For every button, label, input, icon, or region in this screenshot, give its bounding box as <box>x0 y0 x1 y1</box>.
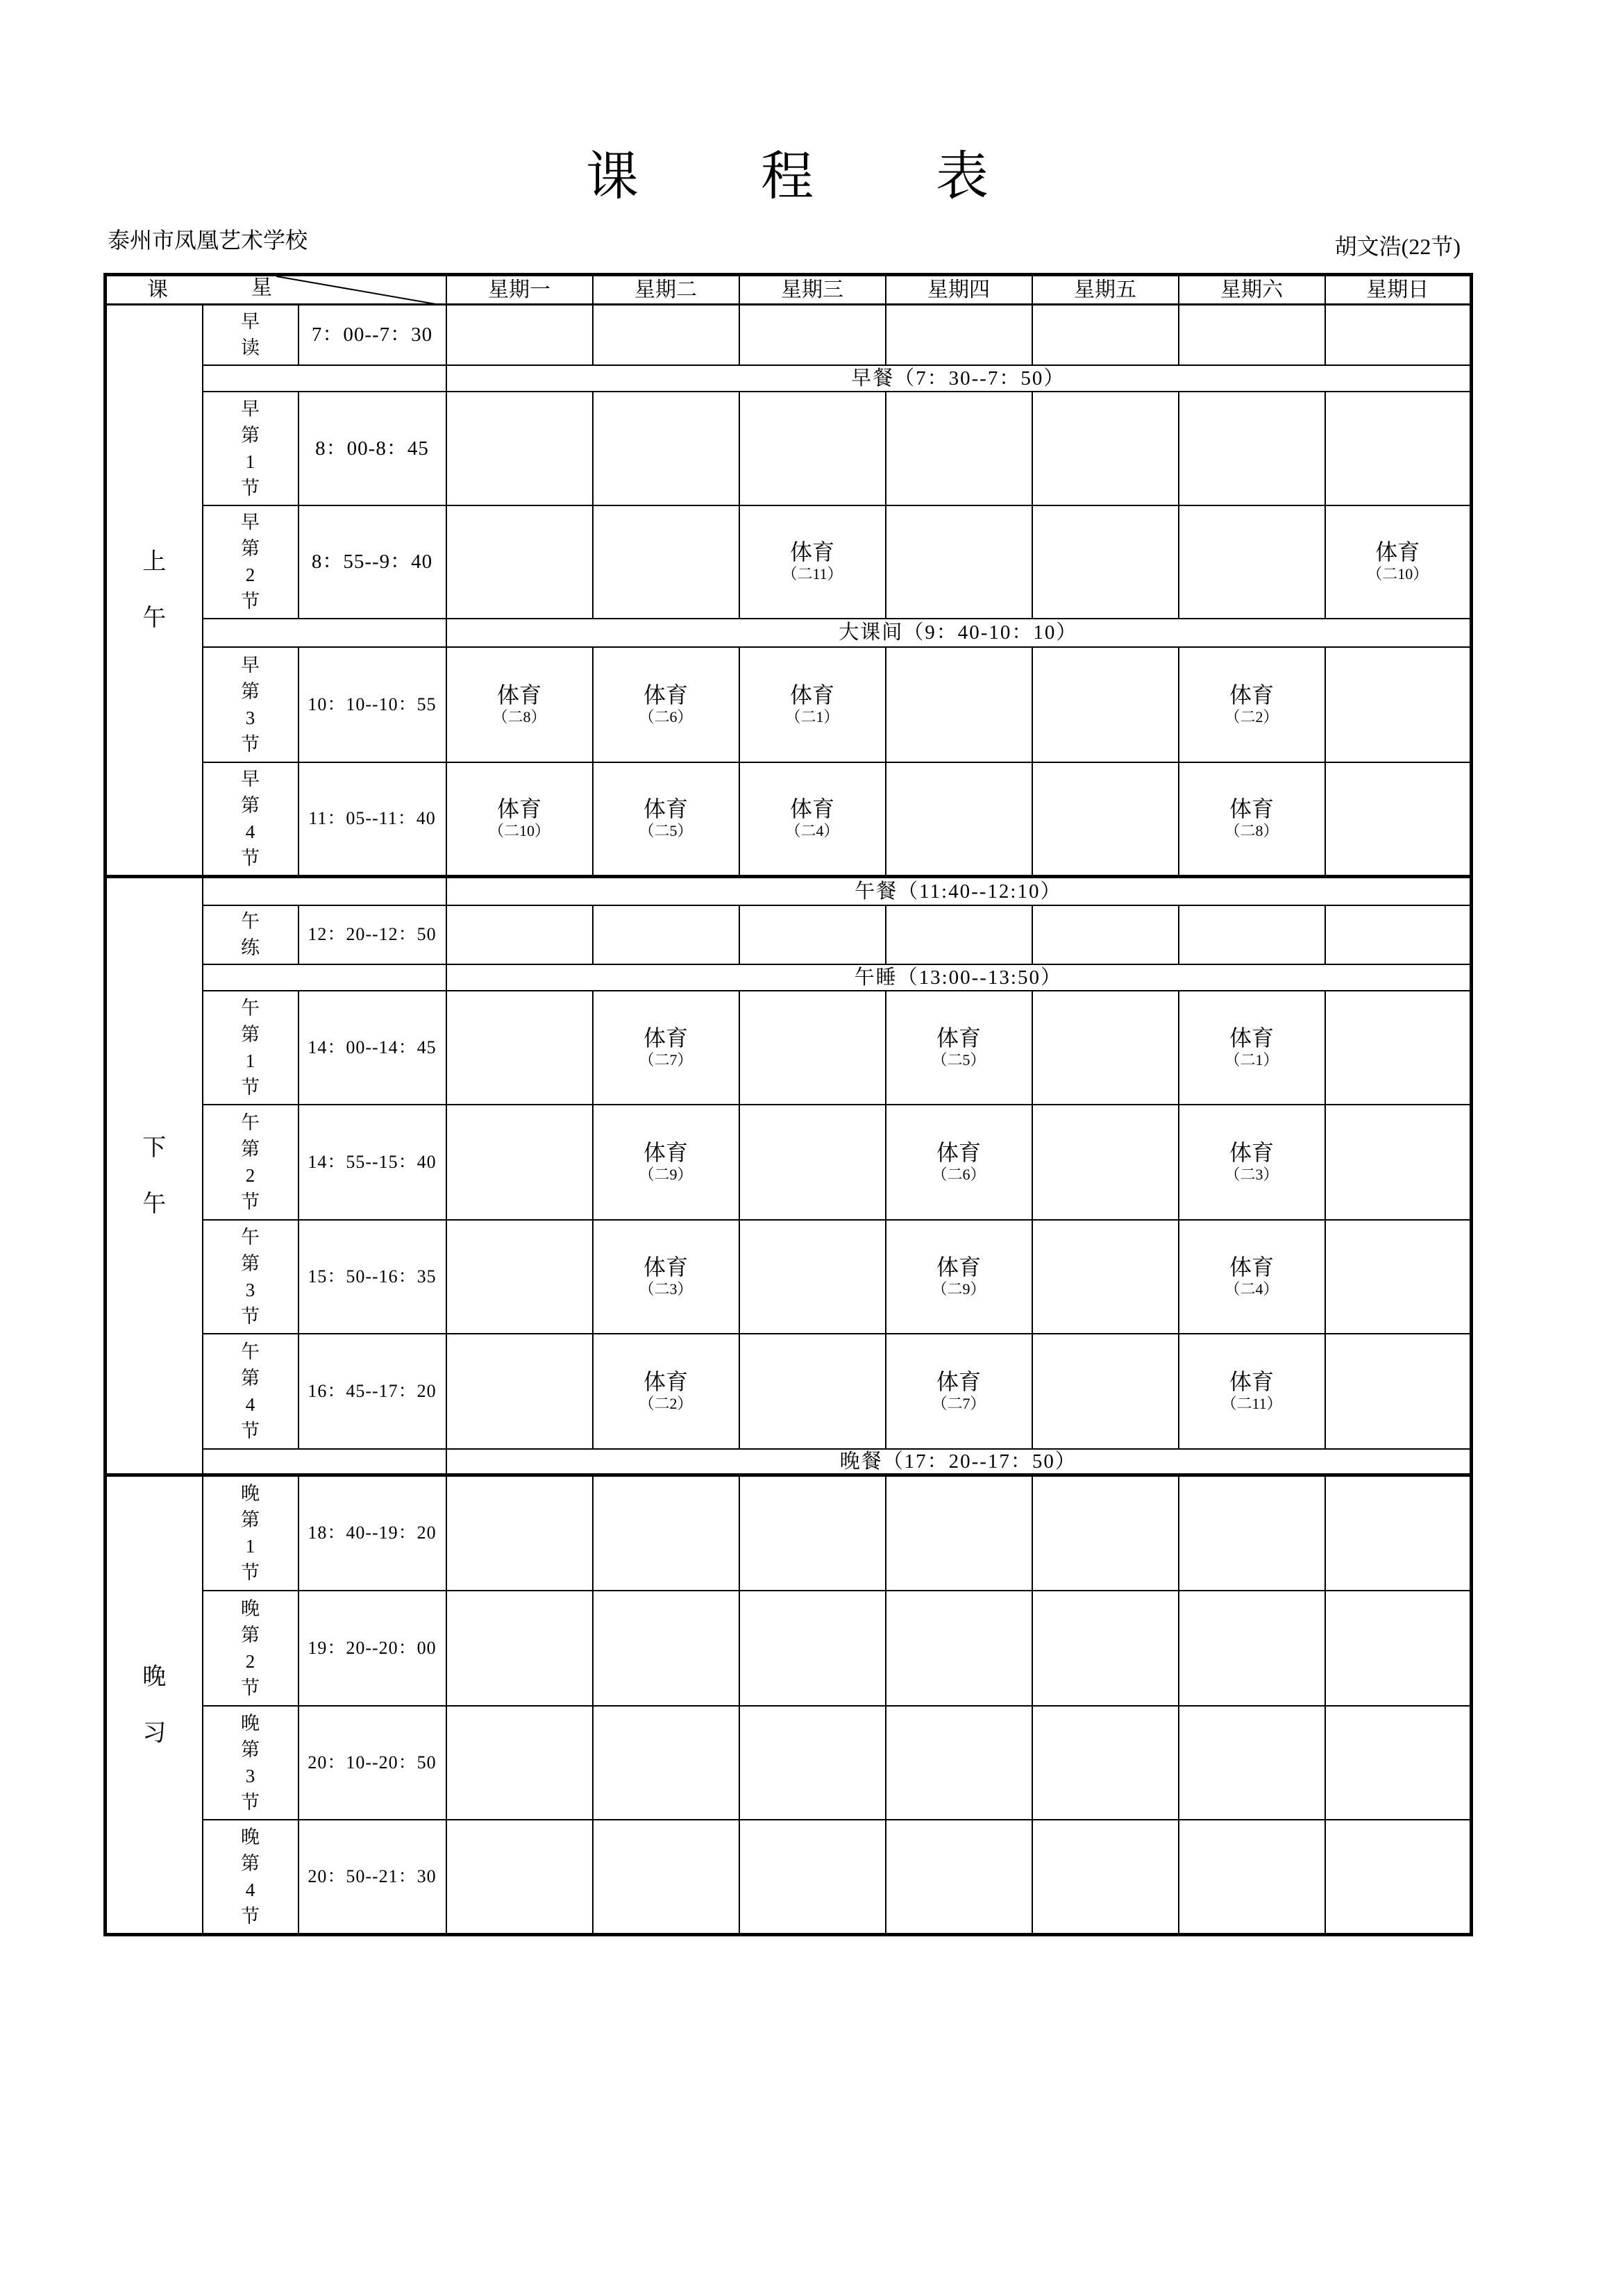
schedule-cell <box>446 1105 593 1220</box>
schedule-cell <box>1032 505 1179 619</box>
period-row <box>106 1591 1472 1706</box>
lesson-subject: 体育 <box>790 539 835 564</box>
lesson-class: （二11） <box>782 565 843 583</box>
period-name-char: 2 <box>245 1164 255 1186</box>
lesson-class: （二4） <box>785 822 839 840</box>
schedule-cell <box>446 905 593 964</box>
lesson-subject: 体育 <box>1229 796 1275 822</box>
schedule-cell <box>1032 991 1179 1105</box>
period-name-cell <box>203 1475 298 1591</box>
schedule-cell <box>446 1706 593 1820</box>
period-name-char: 晚 <box>241 1483 260 1505</box>
period-time-cell: 11：05--11：40 <box>298 762 446 877</box>
schedule-cell <box>1179 905 1325 964</box>
schedule-cell <box>1032 1220 1179 1334</box>
period-time-cell: 10：10--10：55 <box>298 647 446 762</box>
schedule-cell <box>593 1706 739 1820</box>
lesson-cell <box>1179 1105 1325 1220</box>
period-row <box>106 762 1472 877</box>
lesson-class: （二3） <box>1225 1165 1279 1183</box>
period-name-char: 第 <box>241 1138 260 1159</box>
period-time-cell: 15：50--16：35 <box>298 1220 446 1334</box>
break-label: 午睡（13:00--13:50） <box>446 964 1472 991</box>
lesson-cell <box>886 1220 1032 1334</box>
lesson-subject: 体育 <box>790 796 835 822</box>
lesson-subject: 体育 <box>1229 1368 1275 1394</box>
lesson-subject: 体育 <box>1229 1254 1275 1280</box>
break-label: 大课间（9：40-10：10） <box>446 619 1472 647</box>
day-header-saturday: 星期六 <box>1179 275 1325 305</box>
period-row <box>106 991 1472 1105</box>
schedule-cell <box>593 1591 739 1706</box>
lesson-class: （二2） <box>1225 707 1279 726</box>
lesson-class: （二5） <box>932 1050 986 1069</box>
period-name-char: 节 <box>241 1420 260 1441</box>
schedule-cell <box>739 1820 886 1935</box>
schedule-cell <box>886 1706 1032 1820</box>
schedule-cell <box>1325 1105 1472 1220</box>
title-char: 程 <box>761 148 814 206</box>
period-name-char: 练 <box>241 937 260 958</box>
lesson-subject: 体育 <box>1375 539 1420 564</box>
period-row <box>106 905 1472 964</box>
day-header-tuesday: 星期二 <box>593 275 739 305</box>
period-name-char: 第 <box>241 1852 260 1874</box>
lesson-subject: 体育 <box>936 1368 982 1394</box>
period-name-char: 第 <box>241 795 260 816</box>
period-name-char: 第 <box>241 1624 260 1645</box>
lesson-cell <box>886 991 1032 1105</box>
header-row <box>106 275 1472 305</box>
schedule-cell <box>886 905 1032 964</box>
lesson-class: （二8） <box>492 707 546 726</box>
lesson-cell <box>1179 1220 1325 1334</box>
schedule-cell <box>739 905 886 964</box>
title-char: 表 <box>936 148 989 206</box>
schedule-cell <box>1179 1475 1325 1591</box>
lesson-class: （二11） <box>1221 1394 1282 1412</box>
period-name-cell <box>203 905 298 964</box>
period-name-char: 节 <box>241 1305 260 1327</box>
schedule-cell <box>446 1820 593 1935</box>
period-time-cell: 20：50--21：30 <box>298 1820 446 1935</box>
lesson-cell <box>1179 1334 1325 1449</box>
period-name-char: 1 <box>245 1050 255 1071</box>
lesson-subject: 体育 <box>644 1254 689 1280</box>
schedule-cell <box>739 392 886 505</box>
lesson-cell <box>739 505 886 619</box>
lesson-cell <box>1325 505 1472 619</box>
period-name-char: 第 <box>241 424 260 446</box>
period-name-char: 早 <box>241 769 260 790</box>
school-name: 泰州市凤凰艺术学校 <box>108 228 308 253</box>
period-time-cell: 16：45--17：20 <box>298 1334 446 1449</box>
schedule-cell <box>886 647 1032 762</box>
schedule-cell <box>446 505 593 619</box>
lesson-cell <box>886 1334 1032 1449</box>
schedule-cell <box>1179 392 1325 505</box>
lesson-subject: 体育 <box>644 682 689 707</box>
lesson-cell <box>593 1334 739 1449</box>
schedule-cell <box>446 1220 593 1334</box>
period-name-char: 午 <box>241 1112 260 1133</box>
lesson-cell <box>886 1105 1032 1220</box>
lesson-class: （二1） <box>1225 1050 1279 1069</box>
schedule-cell <box>1325 1706 1472 1820</box>
schedule-cell <box>886 1475 1032 1591</box>
lesson-class: （二2） <box>639 1394 693 1412</box>
period-name-char: 早 <box>241 398 260 419</box>
period-name-char: 第 <box>241 1509 260 1531</box>
schedule-cell <box>739 305 886 365</box>
period-row <box>106 1820 1472 1935</box>
period-name-char: 午 <box>241 997 260 1019</box>
lesson-subject: 体育 <box>644 1368 689 1394</box>
schedule-cell <box>1325 1220 1472 1334</box>
schedule-cell <box>1325 1820 1472 1935</box>
section-label-char: 习 <box>142 1720 167 1746</box>
break-spacer-cell <box>203 365 446 392</box>
period-name-char: 晚 <box>241 1712 260 1734</box>
section-label-char: 午 <box>142 605 167 631</box>
schedule-cell <box>739 1475 886 1591</box>
day-header-thursday: 星期四 <box>886 275 1032 305</box>
period-name-char: 2 <box>245 1650 255 1672</box>
period-name-char: 2 <box>245 564 255 585</box>
period-name-char: 3 <box>245 707 255 728</box>
lesson-class: （二3） <box>639 1280 693 1298</box>
break-row-nap <box>106 964 1472 991</box>
break-spacer-cell <box>203 619 446 647</box>
period-row <box>106 1105 1472 1220</box>
lesson-class: （二8） <box>1225 822 1279 840</box>
lesson-cell <box>593 1105 739 1220</box>
lesson-cell <box>1179 762 1325 877</box>
period-name-cell <box>203 991 298 1105</box>
schedule-cell <box>1032 647 1179 762</box>
teacher-label: 胡文浩(22节) <box>1334 234 1461 259</box>
period-name-cell <box>203 1591 298 1706</box>
schedule-cell <box>1179 1706 1325 1820</box>
break-row-lunch <box>106 877 1472 905</box>
corner-header-cell <box>106 275 446 305</box>
period-name-cell <box>203 505 298 619</box>
schedule-cell <box>886 1591 1032 1706</box>
period-name-char: 第 <box>241 1252 260 1274</box>
schedule-cell <box>446 305 593 365</box>
lesson-class: （二6） <box>639 707 693 726</box>
day-header-monday: 星期一 <box>446 275 593 305</box>
section-label-char: 午 <box>142 1191 167 1217</box>
lesson-subject: 体育 <box>1229 1025 1275 1050</box>
schedule-cell <box>1325 762 1472 877</box>
lesson-cell <box>593 647 739 762</box>
break-spacer-cell <box>203 877 446 905</box>
schedule-cell <box>593 1820 739 1935</box>
schedule-cell <box>593 905 739 964</box>
section-cell-afternoon <box>106 877 203 1475</box>
period-name-char: 节 <box>241 1791 260 1813</box>
lesson-class: （二6） <box>932 1165 986 1183</box>
period-name-char: 第 <box>241 680 260 702</box>
period-name-char: 1 <box>245 1536 255 1557</box>
period-name-char: 4 <box>245 821 255 843</box>
lesson-class: （二10） <box>489 822 550 840</box>
period-name-char: 节 <box>241 591 260 612</box>
section-label-char: 上 <box>142 549 167 575</box>
lesson-subject: 体育 <box>1229 682 1275 707</box>
schedule-cell <box>1032 1820 1179 1935</box>
schedule-cell <box>739 1706 886 1820</box>
period-name-char: 第 <box>241 1023 260 1045</box>
schedule-cell <box>886 505 1032 619</box>
lesson-cell <box>446 647 593 762</box>
period-name-cell <box>203 1105 298 1220</box>
break-label: 早餐（7：30--7：50） <box>446 365 1472 392</box>
lesson-class: （二1） <box>785 707 839 726</box>
period-time-cell: 8：00-8：45 <box>298 392 446 505</box>
lesson-cell <box>739 647 886 762</box>
break-spacer-cell <box>203 964 446 991</box>
period-name-char: 3 <box>245 1279 255 1300</box>
period-row <box>106 1706 1472 1820</box>
lesson-cell <box>593 762 739 877</box>
lesson-subject: 体育 <box>497 796 542 822</box>
schedule-cell <box>446 991 593 1105</box>
schedule-cell <box>593 392 739 505</box>
period-row <box>106 1475 1472 1591</box>
lesson-class: （二10） <box>1367 565 1429 583</box>
break-label: 晚餐（17：20--17：50） <box>446 1449 1472 1475</box>
period-name-char: 节 <box>241 1677 260 1698</box>
period-time-cell: 19：20--20：00 <box>298 1591 446 1706</box>
period-row <box>106 647 1472 762</box>
period-row <box>106 305 1472 365</box>
period-name-char: 节 <box>241 1191 260 1212</box>
lesson-cell <box>739 762 886 877</box>
schedule-cell <box>1179 305 1325 365</box>
schedule-cell <box>1179 1591 1325 1706</box>
break-label: 午餐（11:40--12:10） <box>446 877 1472 905</box>
schedule-cell <box>1032 392 1179 505</box>
period-name-char: 节 <box>241 477 260 498</box>
period-time-cell: 18：40--19：20 <box>298 1475 446 1591</box>
period-time-cell: 12：20--12：50 <box>298 905 446 964</box>
period-name-cell <box>203 1220 298 1334</box>
period-time-cell: 20：10--20：50 <box>298 1706 446 1820</box>
lesson-cell <box>1179 647 1325 762</box>
corner-week-label: 星 <box>251 276 272 299</box>
schedule-cell <box>1325 991 1472 1105</box>
period-name-char: 午 <box>241 1226 260 1248</box>
period-name-char: 3 <box>245 1765 255 1786</box>
lesson-subject: 体育 <box>497 682 542 707</box>
schedule-cell <box>1032 905 1179 964</box>
lesson-cell <box>593 1220 739 1334</box>
lesson-subject: 体育 <box>790 682 835 707</box>
lesson-cell <box>593 991 739 1105</box>
break-row-recess <box>106 619 1472 647</box>
lesson-class: （二7） <box>932 1394 986 1412</box>
schedule-cell <box>446 392 593 505</box>
schedule-cell <box>1032 305 1179 365</box>
period-row <box>106 505 1472 619</box>
period-name-char: 早 <box>241 654 260 676</box>
title-char: 课 <box>586 148 639 206</box>
section-label-char: 下 <box>142 1134 167 1161</box>
schedule-cell <box>886 762 1032 877</box>
section-cell-morning <box>106 305 203 877</box>
period-name-cell <box>203 392 298 505</box>
schedule-cell <box>1325 1334 1472 1449</box>
schedule-cell <box>886 1820 1032 1935</box>
period-name-char: 晚 <box>241 1826 260 1847</box>
schedule-cell <box>886 305 1032 365</box>
schedule-cell <box>739 991 886 1105</box>
lesson-class: （二5） <box>639 822 693 840</box>
period-name-char: 4 <box>245 1879 255 1900</box>
period-name-char: 第 <box>241 1738 260 1760</box>
lesson-subject: 体育 <box>936 1254 982 1280</box>
period-time-cell: 14：00--14：45 <box>298 991 446 1105</box>
lesson-subject: 体育 <box>1229 1139 1275 1165</box>
break-row-breakfast <box>106 365 1472 392</box>
period-time-cell: 7：00--7：30 <box>298 305 446 365</box>
schedule-cell <box>1325 647 1472 762</box>
day-header-sunday: 星期日 <box>1325 275 1472 305</box>
period-row <box>106 392 1472 505</box>
period-name-char: 1 <box>245 451 255 472</box>
lesson-subject: 体育 <box>644 1025 689 1050</box>
period-name-char: 读 <box>241 337 260 359</box>
section-label-char: 晚 <box>142 1664 167 1690</box>
lesson-class: （二7） <box>639 1050 693 1069</box>
schedule-cell <box>1325 1475 1472 1591</box>
day-header-friday: 星期五 <box>1032 275 1179 305</box>
period-name-char: 午 <box>241 911 260 932</box>
period-name-cell <box>203 1706 298 1820</box>
lesson-subject: 体育 <box>644 1139 689 1165</box>
lesson-cell <box>1179 991 1325 1105</box>
lesson-subject: 体育 <box>936 1025 982 1050</box>
period-name-char: 午 <box>241 1341 260 1362</box>
schedule-cell <box>446 1334 593 1449</box>
period-name-char: 4 <box>245 1393 255 1415</box>
schedule-cell <box>1032 1706 1179 1820</box>
schedule-cell <box>446 1475 593 1591</box>
day-header-wednesday: 星期三 <box>739 275 886 305</box>
period-row <box>106 1220 1472 1334</box>
period-name-char: 晚 <box>241 1598 260 1619</box>
period-row <box>106 1334 1472 1449</box>
period-name-cell <box>203 305 298 365</box>
schedule-cell <box>446 1591 593 1706</box>
schedule-cell <box>1179 1820 1325 1935</box>
period-name-cell <box>203 647 298 762</box>
period-name-cell <box>203 1820 298 1935</box>
schedule-cell <box>1325 1591 1472 1706</box>
schedule-table <box>103 273 1473 1936</box>
period-name-char: 第 <box>241 1367 260 1389</box>
schedule-cell <box>1179 505 1325 619</box>
schedule-cell <box>1325 305 1472 365</box>
schedule-cell <box>739 1105 886 1220</box>
period-name-cell <box>203 762 298 877</box>
period-name-char: 节 <box>241 1905 260 1927</box>
schedule-cell <box>1032 1334 1179 1449</box>
period-name-char: 节 <box>241 1076 260 1098</box>
schedule-cell <box>739 1591 886 1706</box>
break-spacer-cell <box>203 1449 446 1475</box>
period-time-cell: 8：55--9：40 <box>298 505 446 619</box>
schedule-cell <box>1325 905 1472 964</box>
lesson-class: （二4） <box>1225 1280 1279 1298</box>
schedule-cell <box>1325 392 1472 505</box>
period-name-char: 早 <box>241 311 260 333</box>
schedule-cell <box>739 1220 886 1334</box>
section-cell-evening <box>106 1475 203 1935</box>
schedule-cell <box>593 505 739 619</box>
period-name-char: 节 <box>241 1562 260 1584</box>
period-name-char: 节 <box>241 733 260 755</box>
break-row-dinner <box>106 1449 1472 1475</box>
period-name-cell <box>203 1334 298 1449</box>
schedule-cell <box>1032 1105 1179 1220</box>
period-name-char: 节 <box>241 848 260 869</box>
corner-lesson-label: 课 <box>147 278 168 301</box>
lesson-class: （二9） <box>639 1165 693 1183</box>
schedule-cell <box>593 1475 739 1591</box>
lesson-class: （二9） <box>932 1280 986 1298</box>
period-name-char: 第 <box>241 538 260 559</box>
period-time-cell: 14：55--15：40 <box>298 1105 446 1220</box>
schedule-cell <box>739 1334 886 1449</box>
schedule-cell <box>1032 1475 1179 1591</box>
page-title <box>586 147 989 207</box>
schedule-cell <box>593 305 739 365</box>
lesson-subject: 体育 <box>936 1139 982 1165</box>
schedule-cell <box>1032 1591 1179 1706</box>
schedule-cell <box>1032 762 1179 877</box>
period-name-char: 早 <box>241 512 260 533</box>
schedule-cell <box>886 392 1032 505</box>
lesson-cell <box>446 762 593 877</box>
lesson-subject: 体育 <box>644 796 689 822</box>
